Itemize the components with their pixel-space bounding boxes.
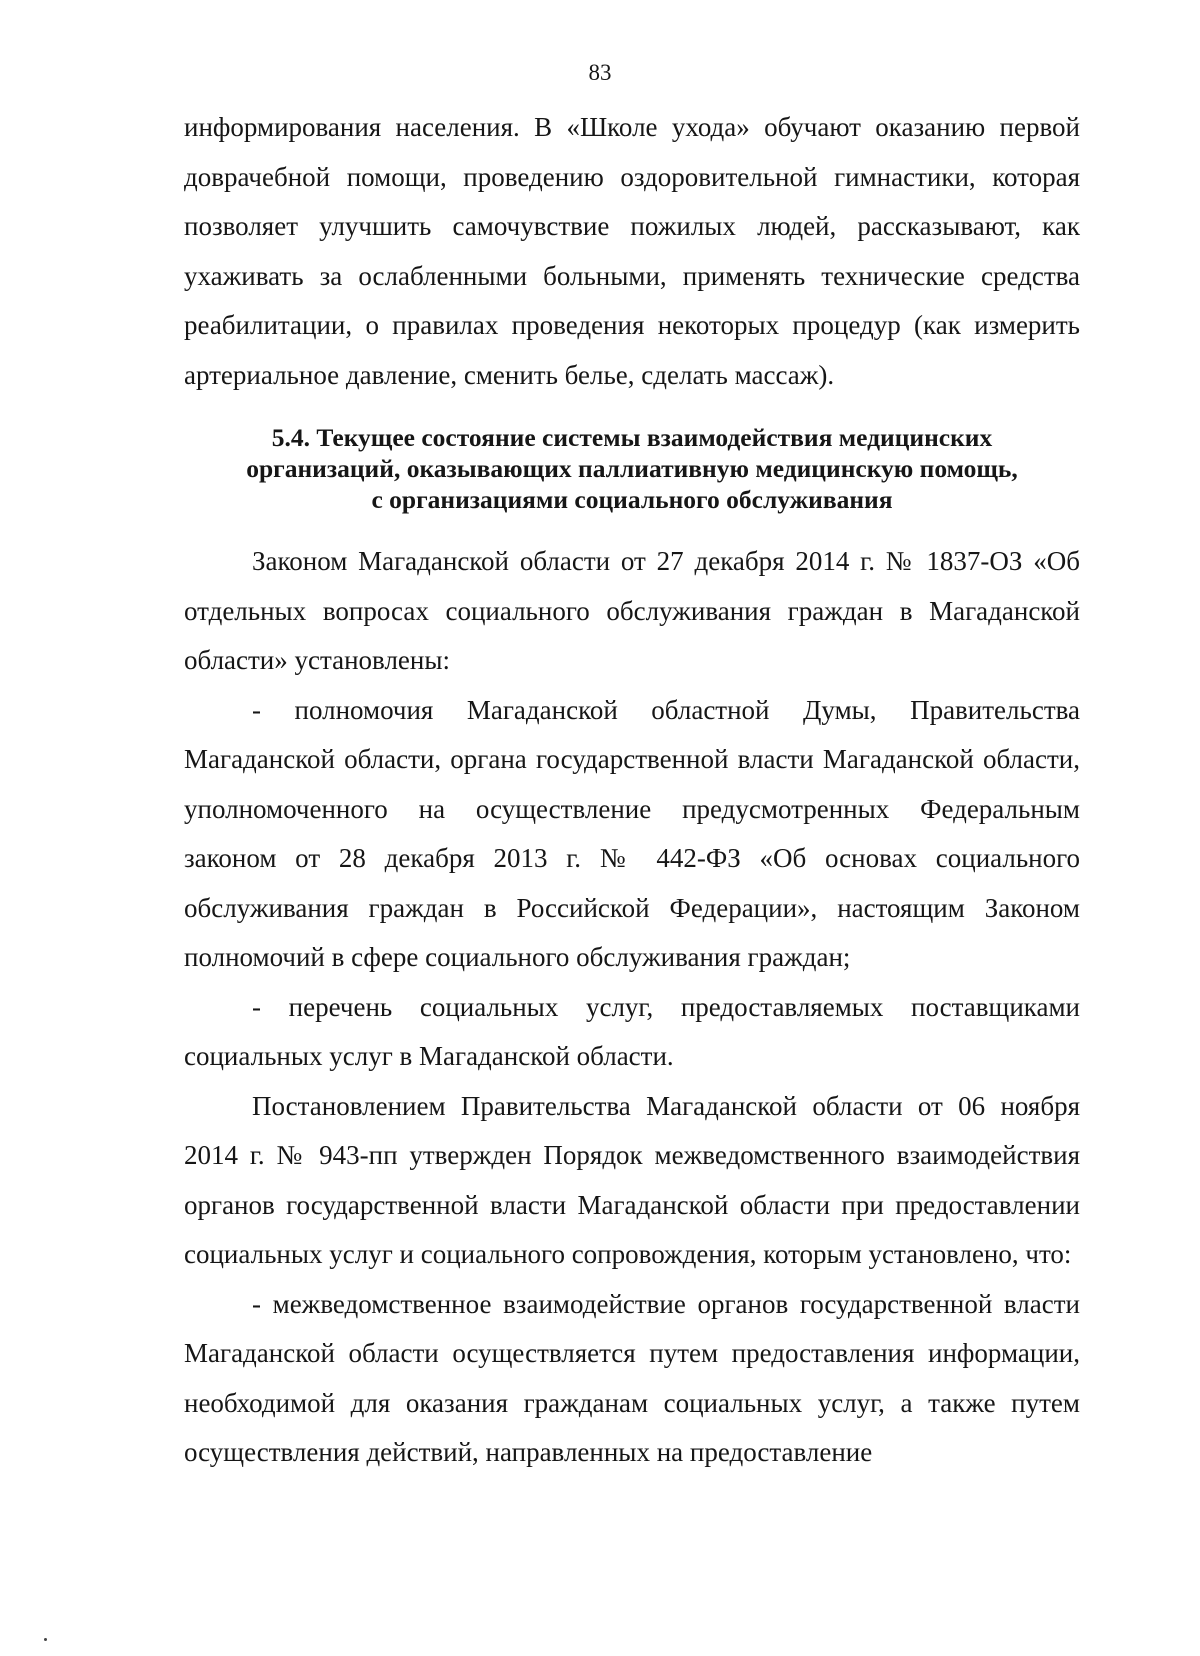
- section-heading-line: 5.4. Текущее состояние системы взаимодействия медицинских: [271, 423, 993, 452]
- list-item-interaction: - межведомственное взаимодействие органов государственной власти Магаданской области осуществляется путем предоставления информации, необходимой для оказания гражданам социальных услуг, а также путем осуществления действий, направленных на предоставление: [184, 1288, 1080, 1467]
- list-item-powers: - полномочия Магаданской областной Думы, Правительства Магаданской области, органа государственной власти Магаданской области, уполномоченного на осуществление предусмотренных Федеральным законом от 28 декабря 2013 г. № 442-ФЗ «Об основах социального обслуживания граждан в Российской Федерации», настоящим Законом полномочий в сфере социального обслуживания граждан;: [184, 694, 1080, 972]
- list-item-services: - перечень социальных услуг, предоставляемых поставщиками социальных услуг в Магаданской области.: [184, 991, 1080, 1071]
- section-heading-line: организаций, оказывающих паллиативную медицинскую помощь,: [246, 454, 1018, 483]
- section-heading-line: с организациями социального обслуживания: [371, 485, 893, 514]
- paragraph-resolution: Постановлением Правительства Магаданской области от 06 ноября 2014 г. № 943-пп утвержден Порядок межведомственного взаимодействия органов государственной власти Магаданской области при предоставлении социальных услуг и социального сопровождения, которым установлено, что:: [184, 1090, 1080, 1269]
- document-body: [184, 103, 1080, 1478]
- scan-artifact: [44, 1638, 47, 1641]
- paragraph-continued: информирования населения. В «Школе ухода» обучают оказанию первой доврачебной помощи, проведению оздоровительной гимнастики, которая позволяет улучшить самочувствие пожилых людей, рассказывают, как ухаживать за ослабленными больными, применять технические средства реабилитации, о правилах проведения некоторых процедур (как измерить артериальное давление, сменить белье, сделать массаж).: [184, 112, 1080, 390]
- page-number: 83: [588, 60, 612, 85]
- section-heading: [184, 422, 1080, 515]
- paragraph-law-intro: Законом Магаданской области от 27 декабря 2014 г. № 1837-ОЗ «Об отдельных вопросах социального обслуживания граждан в Магаданской области» установлены:: [184, 546, 1080, 675]
